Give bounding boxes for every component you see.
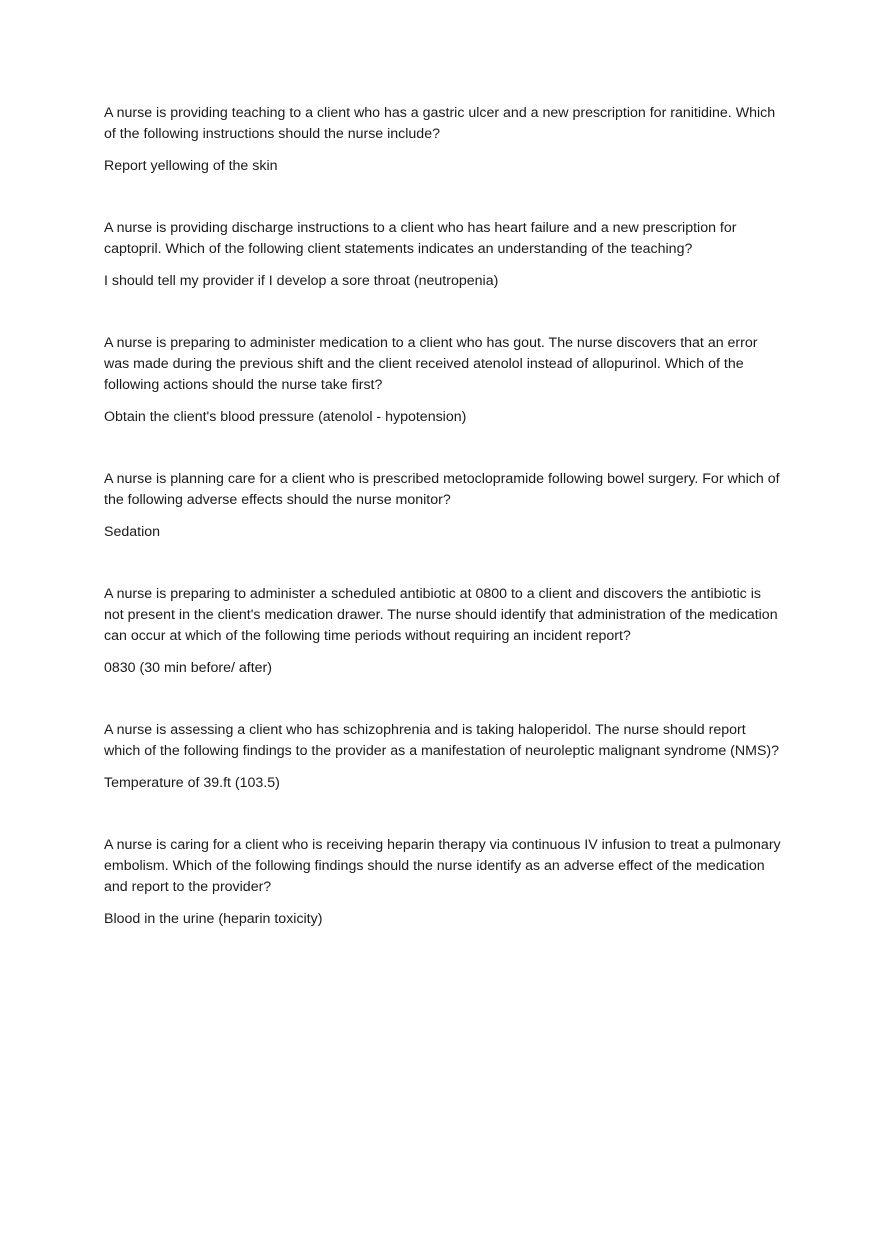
question-block: [104, 218, 784, 292]
question-block: [104, 103, 784, 177]
question-block: [104, 584, 784, 679]
question-text: A nurse is providing discharge instructions to a client who has heart failure and a new prescription for captopril. Which of the following client statements indicates an understanding of the teaching?: [104, 220, 737, 257]
answer-text: I should tell my provider if I develop a sore throat (neutropenia): [104, 273, 499, 289]
question-block: [104, 333, 784, 428]
answer-text: Obtain the client's blood pressure (atenolol - hypotension): [104, 409, 467, 425]
question-text: A nurse is providing teaching to a client who has a gastric ulcer and a new prescription for ranitidine. Which of the following instructions should the nurse include?: [104, 105, 776, 142]
question-text: A nurse is preparing to administer medication to a client who has gout. The nurse discovers that an error was made during the previous shift and the client received atenolol instead of allopurinol. Which of the following actions should the nurse take first?: [104, 335, 758, 393]
answer-text: Temperature of 39.ft (103.5): [104, 775, 280, 791]
question-text: A nurse is assessing a client who has schizophrenia and is taking haloperidol. The nurse should report which of the following findings to the provider as a manifestation of neuroleptic malignant syndrome (NMS)?: [104, 722, 780, 759]
question-text: A nurse is preparing to administer a scheduled antibiotic at 0800 to a client and discovers the antibiotic is not present in the client's medication drawer. The nurse should identify that administration of the medication can occur at which of the following time periods without requiring an incident report?: [104, 586, 778, 644]
question-block: [104, 720, 784, 794]
question-text: A nurse is caring for a client who is receiving heparin therapy via continuous IV infusion to treat a pulmonary embolism. Which of the following findings should the nurse identify as an adverse effect of the medication and report to the provider?: [104, 837, 781, 895]
answer-text: Blood in the urine (heparin toxicity): [104, 911, 323, 927]
answer-text: Sedation: [104, 524, 161, 540]
question-text: A nurse is planning care for a client who is prescribed metoclopramide following bowel surgery. For which of the following adverse effects should the nurse monitor?: [104, 471, 780, 508]
document-page: [104, 103, 784, 971]
answer-text: 0830 (30 min before/ after): [104, 660, 272, 676]
question-block: [104, 835, 784, 930]
question-block: [104, 469, 784, 543]
answer-text: Report yellowing of the skin: [104, 158, 278, 174]
